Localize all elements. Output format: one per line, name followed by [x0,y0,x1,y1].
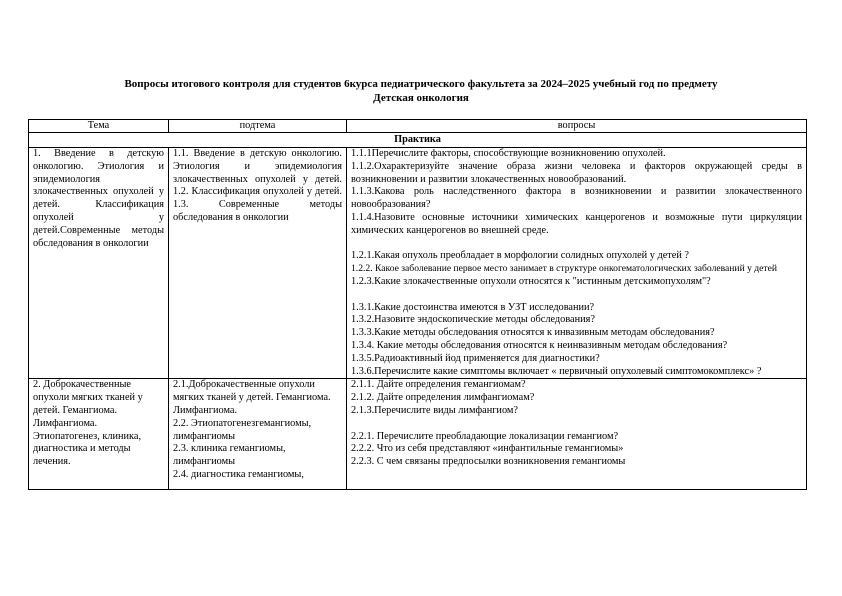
section-title: Практика [29,133,807,148]
topic-cell: 2. Доброкачественные опухоли мягких тканей у детей. Гемангиома. Лимфангиома. Этиопатогенез, клиника, диагностика и методы лечения. [29,379,169,490]
question-item: 2.1.1. Дайте определения гемангиомам? [351,379,526,391]
subtopic-item: 2.3. клиника гемангиомы, лимфангиомы [173,443,286,468]
question-item: 1.3.2.Назовите эндоскопические методы обследования? [351,314,595,326]
question-item: 1.3.1.Какие достоинства имеются в УЗТ исследовании? [351,301,595,313]
table-header-row [29,120,807,133]
section-row [29,133,807,148]
question-item: 1.3.5.Радиоактивный йод применяется для диагностики? [351,352,600,364]
header-questions: вопросы [347,120,807,133]
question-item: 1.2.1.Какая опухоль преобладает в морфологии солидных опухолей у детей ? [351,250,689,262]
title-line-2: Детская онкология [373,92,469,104]
table-row [29,379,807,490]
question-spacer [351,238,802,251]
question-item: 1.2.2. Какое заболевание первое место занимает в структуре онкогематологических заболеваний у детей [351,263,778,275]
questions-cell [347,379,807,490]
question-item: 1.2.3.Какие злокачественные опухоли относятся к "истинным детскимопухолям"? [351,275,711,287]
question-item: 2.2.2. Что из себя представляют «инфантильные гемангиомы» [351,443,624,455]
subtopic-cell [169,379,347,490]
questions-table [28,119,807,490]
question-item: 1.1.4.Назовите основные источники химических канцерогенов и возможные пути циркуляции химических канцерогенов во внешней среде. [351,211,802,236]
topic-cell: 1. Введение в детскую онкологию. Этиология и эпидемиология злокачественных опухолей у детей. Классификация опухолей у детей.Современные методы обследования в онкологии [29,148,169,379]
subtopic-item: 2.1.Доброкачественные опухоли мягких тканей у детей. Гемангиома. Лимфангиома. [173,379,331,416]
question-item: 2.1.2. Дайте определения лимфангиомам? [351,392,535,404]
question-item: 2.2.1. Перечислите преобладающие локализации гемангиом? [351,430,619,442]
questions-cell [347,148,807,379]
header-topic: Тема [29,120,169,133]
document-title [60,77,782,105]
question-item: 2.1.3.Перечислите виды лимфангиом? [351,404,518,416]
question-item: 1.3.3.Какие методы обследования относятся к инвазивным методам обследования? [351,327,715,339]
question-item: 1.1.2.Охарактеризуйте значение образа жизни человека и факторов окружающей среды в возникновении и развитии злокачественных новообразований. [351,160,802,185]
question-spacer [351,289,802,302]
question-item: 1.3.4. Какие методы обследования относятся к неинвазивным методам обследования? [351,339,728,351]
question-item: 1.1.3.Какова роль наследственного фактора в возникновении и развитии злокачественного новообразования? [351,186,802,211]
subtopic-cell: 1.1. Введение в детскую онкологию. Этиология и эпидемиология злокачественных опухолей у детей. 1.2. Классификация опухолей у детей. 1.3. Современные методы обследования в онкологии [169,148,347,379]
title-line-1: Вопросы итогового контроля для студентов 6курса педиатрического факультета за 2024–2025 учебный год по предмету [124,78,718,90]
question-item: 2.2.3. С чем связаны предпосылки возникновения гемангиомы [351,456,626,468]
question-item: 1.3.6.Перечислите какие симптомы включает « первичный опухолевый симптомокомплекс» ? [351,365,762,377]
table-row [29,148,807,379]
question-item: 1.1.1Перечислите факторы, способствующие возникновению опухолей. [351,148,666,159]
question-spacer [351,418,802,431]
header-subtopic: подтема [169,120,347,133]
subtopic-item: 2.4. диагностика гемангиомы, [173,468,304,480]
subtopic-item: 2.2. Этиопатогенезгемангиомы, лимфангиомы [173,417,312,442]
